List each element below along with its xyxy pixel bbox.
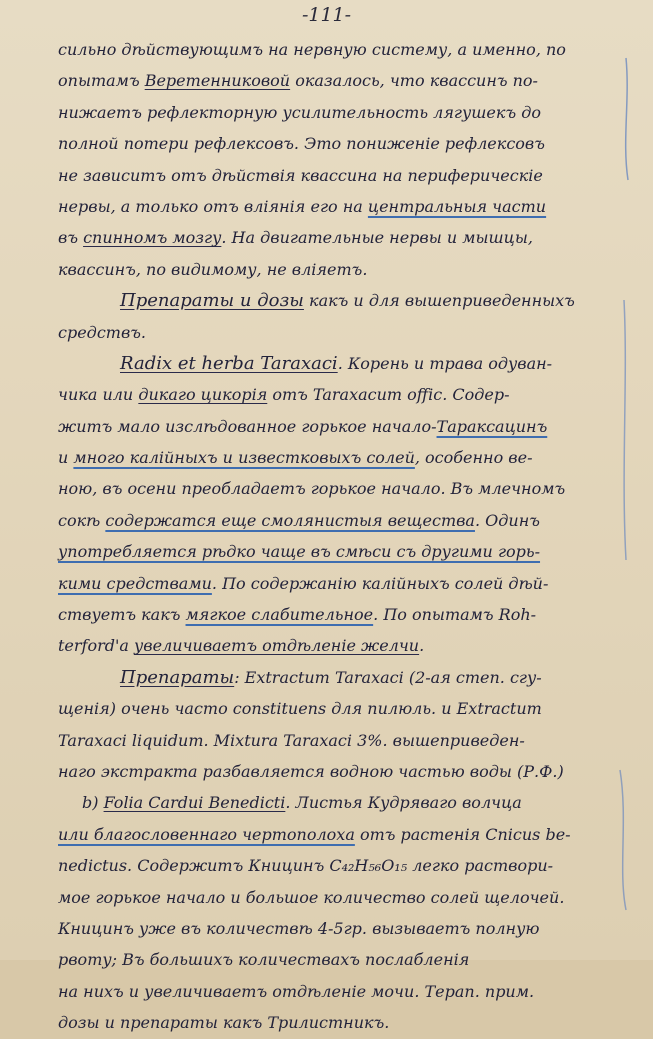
pencil-underlined-phrase: содержатся еще смолянистыя вещества (105, 510, 475, 530)
text-line (58, 693, 628, 724)
text-line (58, 662, 628, 693)
handwritten-text-block (58, 34, 628, 1039)
line-text-before: нервы, а только отъ вліянія его на (58, 196, 368, 216)
line-text-after: . По опытамъ Roh- (373, 605, 537, 625)
line-text: рвоту; Въ большихъ количествахъ послабленія (58, 950, 470, 970)
section-heading: Препараты и дозы (120, 290, 304, 312)
line-text-after: . Листья Кудряваго волчца (285, 793, 522, 813)
text-line (58, 756, 628, 787)
line-text-before: ствуетъ какъ (58, 605, 186, 625)
pencil-underlined-phrase: кими средствами (58, 573, 212, 593)
page-number: -111- (301, 4, 352, 26)
underlined-phrase: Веретенниковой (144, 71, 291, 91)
pencil-underlined-phrase: Тараксацинъ (436, 416, 548, 436)
line-text: Taraxaci liquidum. Mixtura Taraxaci 3%. вышеприведен- (58, 730, 525, 750)
pencil-underlined-phrase: центральныя части (367, 196, 547, 216)
text-line (58, 976, 628, 1007)
line-text-after: . (419, 636, 425, 656)
line-text: нижаетъ рефлекторную усилительность лягушекъ до (58, 102, 541, 122)
section-heading: Radix et herba Taraxaci (120, 352, 338, 374)
text-line (58, 254, 628, 285)
text-line (58, 913, 628, 944)
text-line (58, 411, 628, 442)
line-text-before: чика или (58, 385, 139, 405)
text-line (58, 442, 628, 473)
line-text: Кницинъ уже въ количествѣ 4-5гр. вызываетъ полную (58, 918, 540, 938)
line-text: мое горькое начало и большое количество солей щелочей. (58, 887, 565, 907)
text-line (58, 819, 628, 850)
line-text: полной потери рефлексовъ. Это пониженіе рефлексовъ (58, 134, 545, 154)
text-line (58, 317, 628, 348)
line-text-after: отъ Taraxacum offic. Содер- (267, 385, 510, 405)
line-text-after: . По содержанію калійныхъ солей дѣй- (211, 573, 549, 593)
text-line (58, 34, 628, 65)
line-text-before: въ (58, 228, 84, 248)
text-line (58, 348, 628, 379)
text-line (58, 285, 628, 316)
text-line (58, 473, 628, 504)
line-text-after: . Корень и трава одуван- (337, 353, 553, 373)
line-text: средствъ. (58, 322, 147, 342)
pencil-underlined-phrase: употребляется рѣдко чаще въ смѣси съ другими горь- (58, 542, 541, 562)
line-text: ною, въ осени преобладаетъ горькое начало. Въ млечномъ (58, 479, 566, 499)
text-line (58, 128, 628, 159)
text-line (58, 65, 628, 96)
line-text: наго экстракта разбавляется водною частью воды (Р.Ф.) (58, 761, 564, 781)
underlined-phrase: дикаго цикорія (138, 385, 268, 405)
text-line (58, 850, 628, 881)
text-line (58, 160, 628, 191)
line-text: дозы и препараты какъ Трилистникъ. (58, 1013, 390, 1033)
line-text: щенія) очень часто constituens для пилюль. и Extractum (58, 699, 542, 719)
text-line (58, 944, 628, 975)
line-text: на нихъ и увеличиваетъ отдѣленіе мочи. Терап. прим. (58, 981, 535, 1001)
text-line (58, 725, 628, 756)
line-text-after: отъ растенія Cnicus be- (354, 824, 571, 844)
text-line (58, 599, 628, 630)
pencil-underlined-phrase: мягкое слабительное (185, 605, 374, 625)
section-heading: Препараты (120, 666, 235, 688)
line-text-before: сокѣ (58, 510, 106, 530)
line-text-before: и (58, 448, 74, 468)
line-text-after: . Одинъ (474, 510, 540, 530)
text-line (58, 630, 628, 661)
line-text-after: , особенно ве- (414, 448, 533, 468)
line-text: не зависитъ отъ дѣйствія квассина на периферическіе (58, 165, 543, 185)
underlined-phrase: Folia Cardui Benedicti (103, 793, 286, 813)
pencil-underlined-phrase: или благословеннаго чертополоха (58, 824, 355, 844)
text-line (58, 1007, 628, 1038)
line-text-before: опытамъ (58, 71, 145, 91)
text-line (58, 222, 628, 253)
line-text-after: . На двигательные нервы и мышцы, (221, 228, 533, 248)
underlined-phrase: спинномъ мозгу (83, 228, 222, 248)
line-text-after: оказалось, что квассинъ по- (290, 71, 538, 91)
line-text-before: житъ мало изслѣдованное горькое начало- (58, 416, 437, 436)
line-text-after: : Extractum Taraxaci (2-ая степ. сгу- (234, 667, 542, 687)
text-line (58, 536, 628, 567)
line-text-after: какъ и для вышеприведенныхъ (303, 291, 575, 311)
text-line (58, 568, 628, 599)
text-line (58, 97, 628, 128)
line-text-before: b) (82, 793, 104, 813)
pencil-underlined-phrase: много калійныхъ и известковыхъ солей (73, 448, 415, 468)
line-text: nedictus. Содержитъ Кницинъ C₄₂H₅₆O₁₅ легко раствори- (58, 856, 554, 876)
line-text: сильно дѣйствующимъ на нервную систему, а именно, по (58, 40, 566, 59)
line-text-before: terford'а (58, 636, 135, 656)
line-text: квассинъ, по видимому, не вліяетъ. (58, 259, 368, 279)
text-line (58, 379, 628, 410)
text-line (58, 882, 628, 913)
text-line (58, 787, 628, 818)
underlined-phrase: увеличиваетъ отдѣленіе желчи (134, 636, 420, 656)
text-line (58, 505, 628, 536)
text-line (58, 191, 628, 222)
